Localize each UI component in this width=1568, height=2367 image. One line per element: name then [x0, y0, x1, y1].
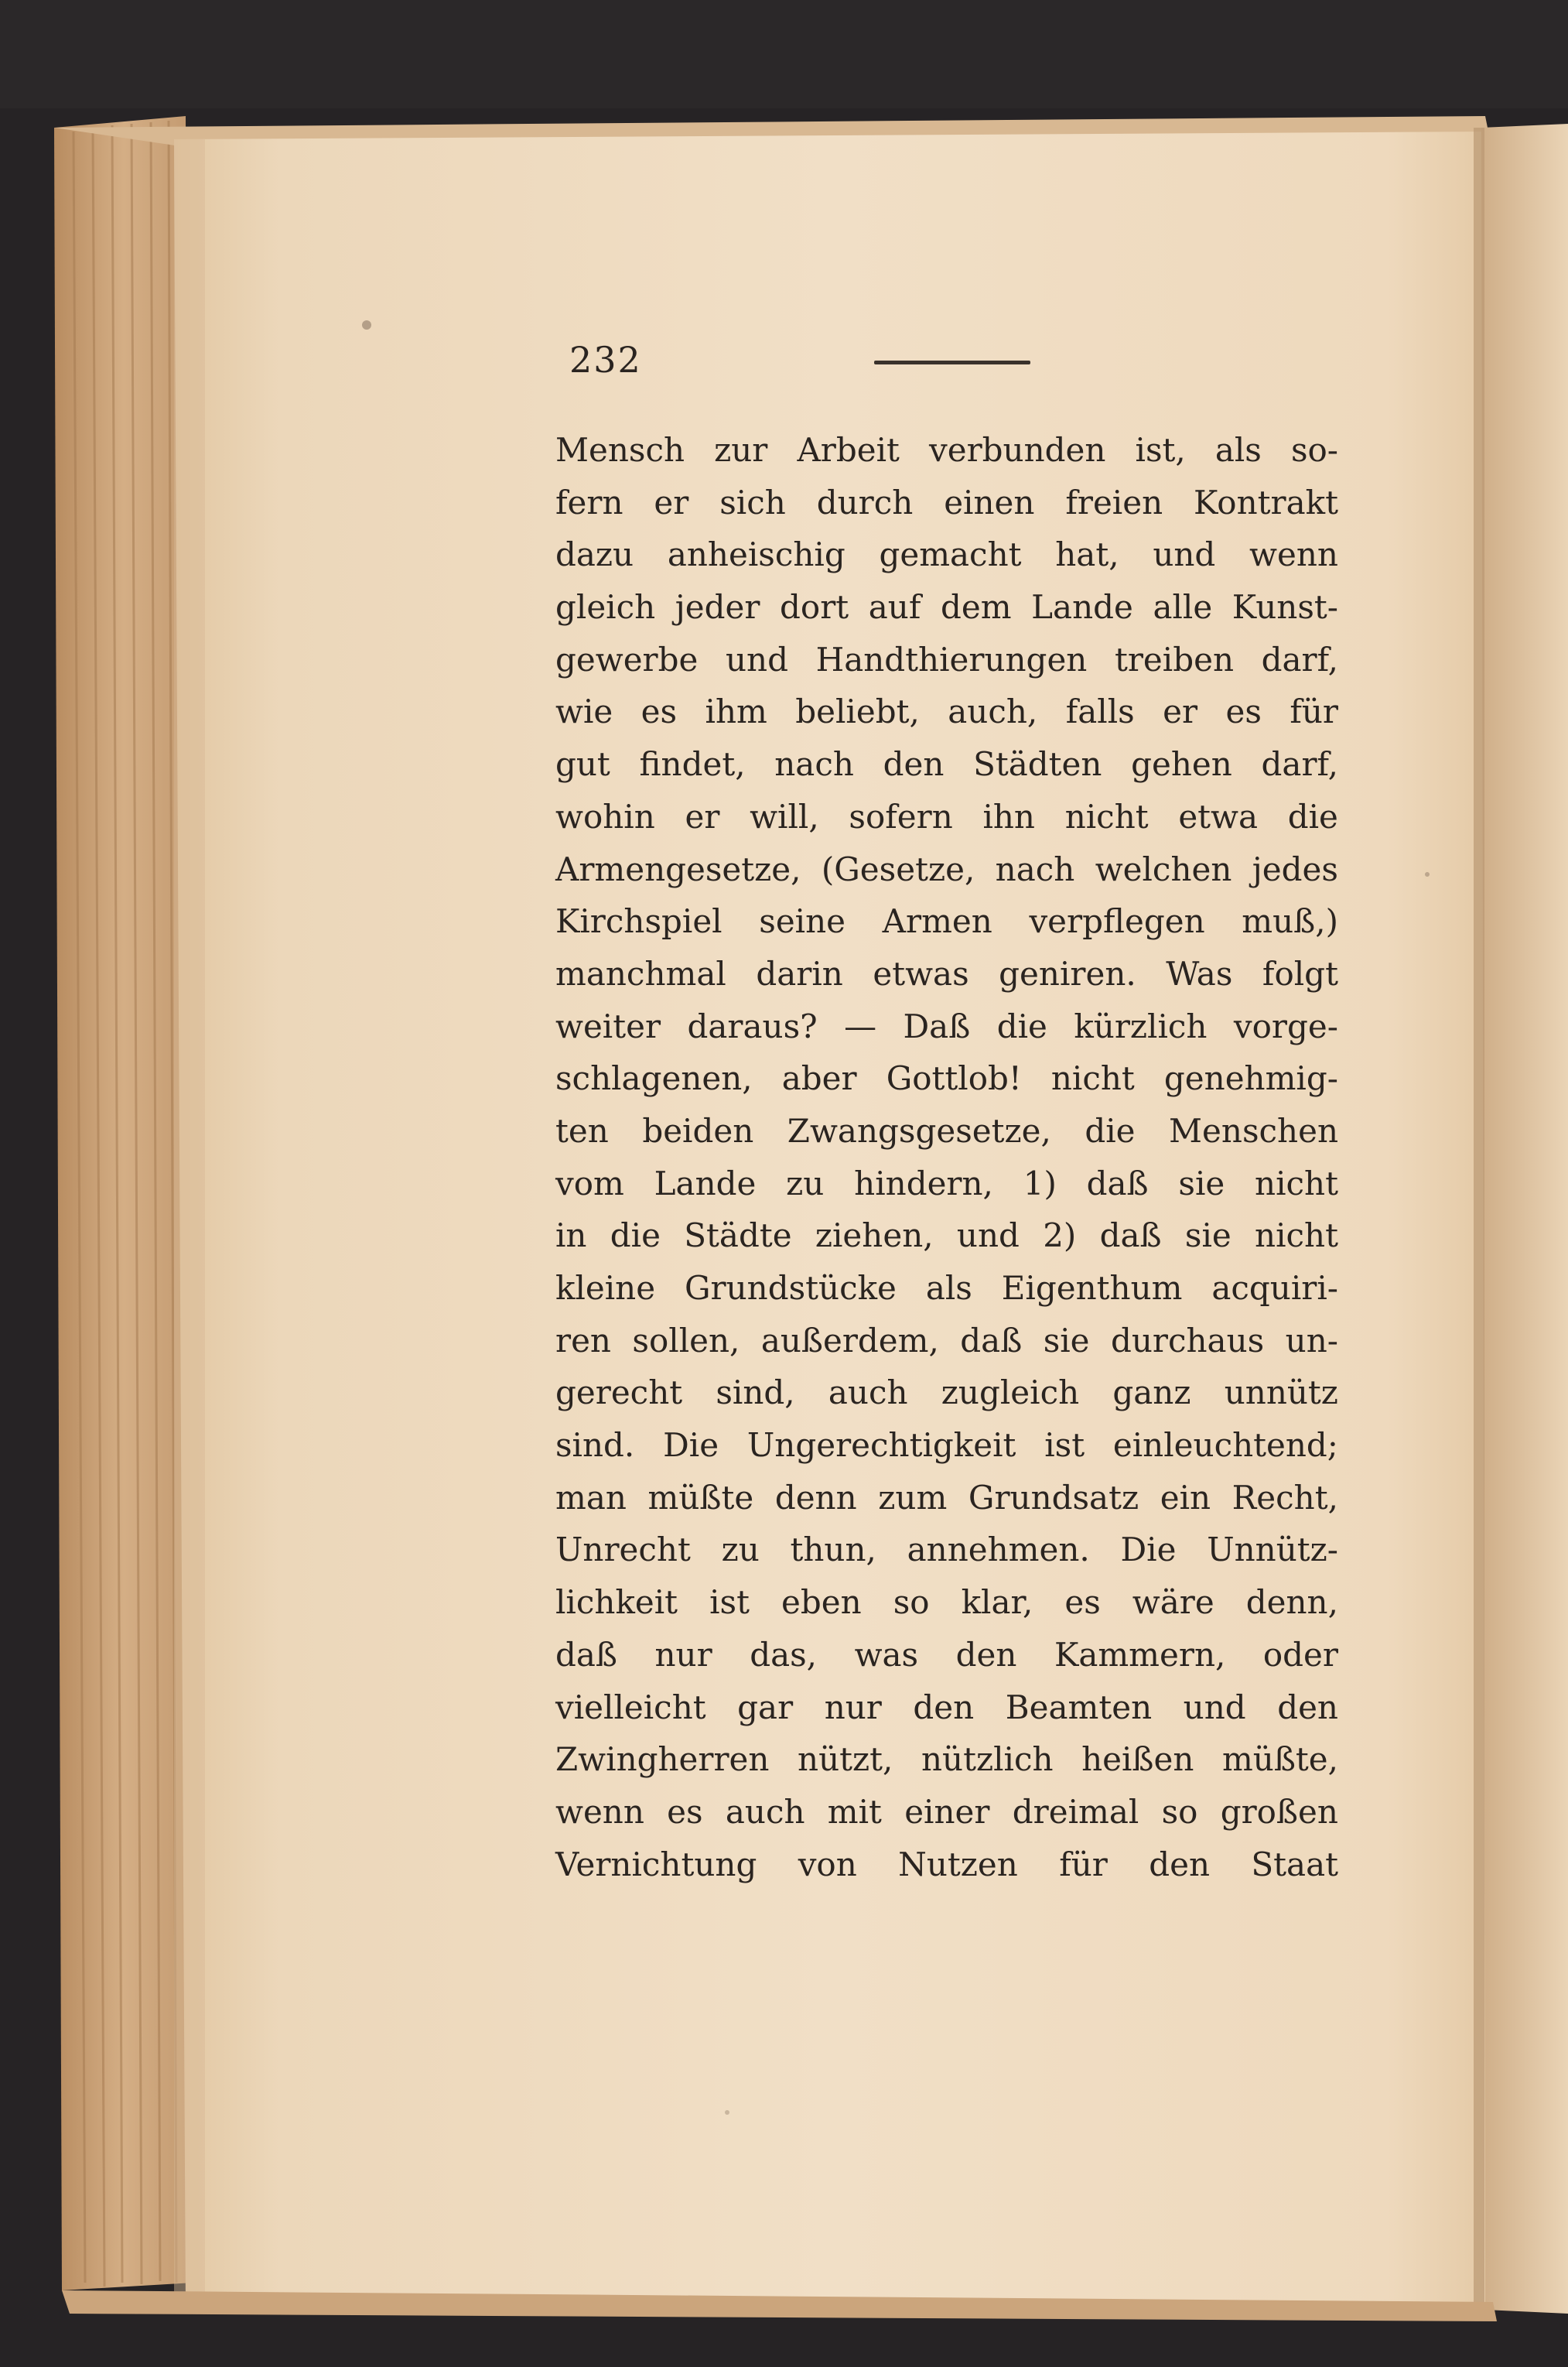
word: es [1064, 1583, 1101, 1622]
word: Kunst- [1232, 588, 1338, 627]
word: geniren. [999, 954, 1136, 993]
word: er [654, 483, 689, 522]
text-line [555, 1315, 1338, 1367]
word: dort [780, 588, 849, 627]
word: Kontrakt [1194, 483, 1338, 522]
word: hindern, [854, 1164, 993, 1202]
word: wohin [555, 797, 655, 836]
word: den [1149, 1845, 1211, 1883]
word: 2) [1043, 1216, 1077, 1255]
word: Unrecht [555, 1531, 691, 1569]
word: gleich [555, 588, 656, 627]
word: Unnütz- [1207, 1531, 1338, 1569]
text-line [555, 1001, 1338, 1053]
word: annehmen. [907, 1531, 1090, 1569]
page-number: 232 [569, 339, 642, 381]
word: müßte, [1221, 1740, 1338, 1779]
word: vielleicht [555, 1688, 706, 1726]
text-line [555, 1052, 1338, 1105]
word: daß [1099, 1216, 1162, 1255]
text-line [555, 1524, 1338, 1576]
word: zu [786, 1164, 825, 1202]
word: gemacht [879, 535, 1022, 574]
text-line [555, 1158, 1338, 1210]
word: den [913, 1688, 975, 1726]
word: sich [719, 483, 786, 522]
word: er [685, 797, 720, 836]
word: Städten [973, 745, 1102, 784]
word: auch, [948, 693, 1038, 731]
word: nicht [1255, 1216, 1338, 1255]
word: den [955, 1635, 1017, 1674]
word: auch [725, 1792, 805, 1831]
word: hat, [1055, 535, 1119, 574]
word: die [1287, 797, 1338, 836]
word: Armen [882, 902, 992, 941]
word: darf, [1261, 640, 1338, 679]
word: dazu [555, 535, 634, 574]
word: Mensch [555, 431, 685, 469]
word: gewerbe [555, 640, 699, 679]
word: nützlich [921, 1740, 1054, 1779]
word: Lande [654, 1164, 757, 1202]
word: dem [940, 588, 1012, 627]
word: nur [654, 1635, 712, 1674]
word: darf, [1261, 745, 1338, 784]
word: denn [774, 1478, 857, 1517]
word: er [1163, 693, 1198, 731]
word: Gottlob! [886, 1059, 1022, 1098]
word: sind. [555, 1426, 635, 1465]
word: ist, [1135, 431, 1186, 469]
word: nach [995, 850, 1075, 888]
word: Grundstücke [684, 1269, 897, 1307]
word: verpflegen [1029, 902, 1205, 941]
word: oder [1262, 1635, 1338, 1674]
text-line [555, 528, 1338, 581]
word: ihn [982, 797, 1035, 836]
word: es [667, 1792, 703, 1831]
word: müßte [647, 1478, 754, 1517]
text-line [555, 1105, 1338, 1158]
word: eben [781, 1583, 862, 1622]
word: anheischig [667, 535, 845, 574]
word: klar, [961, 1583, 1033, 1622]
word: ziehen, [815, 1216, 934, 1255]
word: Beamten [1005, 1688, 1153, 1726]
word: acquiri- [1211, 1269, 1338, 1307]
word: fern [555, 483, 623, 522]
text-line [555, 1839, 1338, 1891]
word: (Gesetze, [821, 850, 975, 888]
word: sind, [716, 1373, 795, 1412]
word: nicht [1064, 797, 1149, 836]
word: ist [1044, 1426, 1085, 1465]
word: den [883, 745, 945, 784]
word: darin [756, 954, 843, 993]
word: Handthierungen [815, 640, 1088, 679]
word: sollen, [632, 1321, 740, 1360]
word: ren [555, 1321, 611, 1360]
word: als [1214, 431, 1262, 469]
word: etwa [1178, 797, 1259, 836]
word: dreimal [1012, 1792, 1139, 1831]
word: sie [1184, 1216, 1232, 1255]
text-line [555, 1472, 1338, 1524]
word: weiter [555, 1007, 661, 1045]
word: daraus? [687, 1007, 818, 1045]
word: welchen [1095, 850, 1232, 888]
word: Zwangsgesetze, [787, 1111, 1051, 1150]
word: Kirchspiel [555, 902, 723, 941]
word: Armengesetze, [555, 850, 801, 888]
word: Städte [684, 1216, 792, 1255]
text-line [555, 843, 1338, 896]
word: zum [878, 1478, 948, 1517]
word: auch [828, 1373, 908, 1412]
text-line [555, 581, 1338, 634]
word: von [798, 1845, 857, 1883]
header-rule [874, 361, 1030, 364]
word: auf [868, 588, 921, 627]
word: Recht, [1232, 1478, 1338, 1517]
word: 1) [1023, 1164, 1057, 1202]
word: sofern [849, 797, 953, 836]
word: Was [1166, 954, 1233, 993]
word: Eigenthum [1001, 1269, 1183, 1307]
word: ist [709, 1583, 750, 1622]
word: so [893, 1583, 930, 1622]
text-line [555, 1681, 1338, 1734]
text-line [555, 948, 1338, 1001]
word: wenn [1249, 535, 1338, 574]
word: nur [824, 1688, 882, 1726]
word: den [1277, 1688, 1338, 1726]
word: lichkeit [555, 1583, 678, 1622]
text-line [555, 477, 1338, 529]
word: zur [714, 431, 768, 469]
word: Menschen [1169, 1111, 1338, 1150]
word: verbunden [929, 431, 1106, 469]
word: einen [944, 483, 1035, 522]
word: jedes [1252, 850, 1338, 888]
word: nicht [1050, 1059, 1135, 1098]
body-text [555, 424, 1338, 1890]
word: manchmal [555, 954, 726, 993]
word: Staat [1251, 1845, 1338, 1883]
word: als [925, 1269, 972, 1307]
word: — [844, 1007, 877, 1045]
word: wäre [1132, 1583, 1214, 1622]
word: schlagenen, [555, 1059, 753, 1098]
word: Ungerechtigkeit [746, 1426, 1016, 1465]
word: falls [1065, 693, 1135, 731]
word: und [1153, 535, 1216, 574]
word: Grundsatz [968, 1478, 1139, 1517]
text-line [555, 1209, 1338, 1262]
word: in [555, 1216, 587, 1255]
word: folgt [1262, 954, 1338, 993]
word: daß [960, 1321, 1023, 1360]
text-line [555, 895, 1338, 948]
word: und [956, 1216, 1020, 1255]
word: man [555, 1478, 627, 1517]
word: einer [904, 1792, 990, 1831]
word: Kammern, [1054, 1635, 1226, 1674]
text-line [555, 738, 1338, 791]
word: für [1059, 1845, 1108, 1883]
word: und [725, 640, 788, 679]
word: durchaus [1110, 1321, 1265, 1360]
word: Die [1120, 1531, 1177, 1569]
word: Zwingherren [555, 1740, 770, 1779]
word: wenn [555, 1792, 644, 1831]
word: für [1290, 693, 1338, 731]
word: die [1085, 1111, 1136, 1150]
word: findet, [639, 745, 746, 784]
word: das, [750, 1635, 818, 1674]
word: gar [737, 1688, 794, 1726]
word: nach [774, 745, 854, 784]
word: und [1183, 1688, 1246, 1726]
word: sie [1043, 1321, 1090, 1360]
word: Vernichtung [555, 1845, 757, 1883]
word: Nutzen [898, 1845, 1018, 1883]
word: es [641, 693, 678, 731]
word: ganz [1112, 1373, 1191, 1412]
word: gerecht [555, 1373, 683, 1412]
text-line [555, 686, 1338, 738]
word: etwas [873, 954, 969, 993]
text-line [555, 1576, 1338, 1629]
word: wie [555, 693, 613, 731]
word: beiden [642, 1111, 754, 1150]
word: alle [1153, 588, 1213, 627]
word: die [610, 1216, 661, 1255]
word: außerdem, [760, 1321, 939, 1360]
word: daß [1086, 1164, 1149, 1202]
word: großen [1220, 1792, 1338, 1831]
word: mit [827, 1792, 882, 1831]
word: gut [555, 745, 610, 784]
text-line [555, 1419, 1338, 1472]
word: muß,) [1242, 902, 1338, 941]
word: so- [1290, 431, 1338, 469]
word: jeder [675, 588, 760, 627]
text-line [555, 634, 1338, 686]
word: thun, [790, 1531, 876, 1569]
word: heißen [1081, 1740, 1194, 1779]
word: freien [1065, 483, 1163, 522]
word: treiben [1114, 640, 1234, 679]
text-line [555, 424, 1338, 477]
word: Die [663, 1426, 719, 1465]
word: gehen [1131, 745, 1232, 784]
word: ihm [705, 693, 767, 731]
word: daß [555, 1635, 617, 1674]
word: Daß [903, 1007, 971, 1045]
word: zugleich [941, 1373, 1080, 1412]
word: beliebt, [795, 693, 920, 731]
word: un- [1285, 1321, 1338, 1360]
text-line [555, 1262, 1338, 1315]
word: will, [750, 797, 819, 836]
text-line [555, 1733, 1338, 1786]
word: vom [555, 1164, 624, 1202]
word: nützt, [798, 1740, 893, 1779]
word: ein [1160, 1478, 1211, 1517]
word: vorge- [1233, 1007, 1338, 1045]
word: denn, [1245, 1583, 1338, 1622]
word: was [854, 1635, 919, 1674]
word: Arbeit [797, 431, 900, 469]
text-line [555, 1786, 1338, 1839]
text-line [555, 791, 1338, 843]
word: genehmig- [1163, 1059, 1338, 1098]
word: nicht [1255, 1164, 1338, 1202]
word: die [996, 1007, 1047, 1045]
word: durch [816, 483, 914, 522]
word: seine [759, 902, 846, 941]
text-line [555, 1629, 1338, 1681]
word: ten [555, 1111, 609, 1150]
word: es [1225, 693, 1262, 731]
word: sie [1178, 1164, 1225, 1202]
word: kleine [555, 1269, 656, 1307]
text-line [555, 1366, 1338, 1419]
word: kürzlich [1074, 1007, 1208, 1045]
word: unnütz [1224, 1373, 1338, 1412]
word: Lande [1031, 588, 1133, 627]
word: so [1161, 1792, 1198, 1831]
word: zu [721, 1531, 760, 1569]
word: einleuchtend; [1112, 1426, 1338, 1465]
word: aber [781, 1059, 857, 1098]
